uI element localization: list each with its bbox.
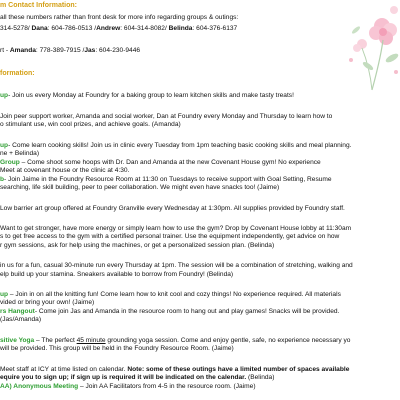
program-basketball-group-cont: Meet at covenant house or the clinic at 4:30. (0, 167, 130, 174)
flower-illustration (348, 0, 400, 92)
program-outings: Meet staff at ICY at time listed on calendar. Note: some of these outings have a limited number of spaces available (0, 366, 350, 373)
program-yoga-cont: will be provided. This group will be held in the Foundry Resource Room. (Jaime) (0, 345, 234, 352)
program-gym-cont-1: s to get free access to the gym with a certified personal trainer. Use the equipment independently, get advice on how (0, 233, 340, 240)
program-basketball-group: Group – Come shoot some hoops with Dr. Dan and Amanda at the new Covenant House gym! No experience (0, 159, 321, 166)
program-art-group: Low barrier art group offered at Foundry Granville every Wednesday at 1:30pm. All supplies provided by Foundry staff. (0, 205, 345, 212)
program-run: in us for a fun, casual 30-minute run every Thursday at 1pm. The session will be a combination of stretching, walking and (0, 262, 353, 269)
program-knitting-group-cont: vided or bring your own! (Jaime) (0, 299, 95, 306)
program-job-club-cont: searching, life skill building, peer to peer collaboration. We might even have snacks too! (Jaime) (0, 184, 280, 191)
program-hangout-cont: (Jas/Amanda) (0, 316, 42, 323)
program-hangout: rs Hangout- Come join Jas and Amanda in the resource room to hang out and play games! Snacks will be provided. (0, 308, 340, 315)
program-job-club: b- Join Jaime in the Foundry Resource Room at 11:30 on Tuesdays to receive support with Goal Setting, Resume (0, 176, 332, 183)
program-outings-cont: equire you to sign up; if sign up is required it will be indicated on the calendar. (Belinda) (0, 374, 275, 381)
program-yoga: sitive Yoga – The perfect 45 minute grounding yoga session. Come and enjoy gentle, safe, no experience necessary yo (0, 337, 351, 344)
program-cooking-group: up- Come learn cooking skills! Join us in clinic every Tuesday from 1pm teaching basic cooking skills and meal planning. (0, 142, 352, 149)
program-gym-cont-2: r gym sessions, ask for help using the machines, or get a personalized session plan. (Belinda) (0, 242, 275, 249)
program-baking-group: up- Join us every Monday at Foundry for a baking group to learn kitchen skills and make tasty treats! (0, 92, 294, 99)
program-peer-support: Join peer support worker, Amanda and social worker, Dan at Foundry every Monday and Thursday to learn how to (0, 113, 333, 120)
contact-phone-line-2: rt - Amanda: 778-389-7915 /Jas: 604-230-9446 (0, 47, 141, 54)
contact-heading: m Contact Information: (0, 2, 77, 9)
contact-intro: all these numbers rather than front desk for more info regarding groups & outings: (0, 14, 239, 21)
program-peer-support-cont: o stimulant use, win cool prizes, and achieve goals. (Amanda) (0, 121, 181, 128)
program-run-cont: elp build up your stamina. Sneakers available to borrow from Foundry! (Belinda) (0, 271, 234, 278)
program-cooking-group-cont: ne + Belinda) (0, 150, 40, 157)
program-knitting-group: up – Join in on all the knitting fun! Come learn how to knit cool and cozy things! No experience required. All materials (0, 291, 341, 298)
program-gym: Want to get stronger, have more energy or simply learn how to use the gym? Drop by Covenant House lobby at 11:30am (0, 225, 352, 232)
info-heading: formation: (0, 70, 35, 77)
contact-phone-line-1: 314-5278/ Dana: 604-786-0513 /Andrew: 604-314-8082/ Belinda: 604-376-6137 (0, 25, 238, 32)
program-aa-meeting: AA) Anonymous Meeting – Join AA Facilitators from 4-5 in the resource room. (Jaime) (0, 383, 256, 390)
